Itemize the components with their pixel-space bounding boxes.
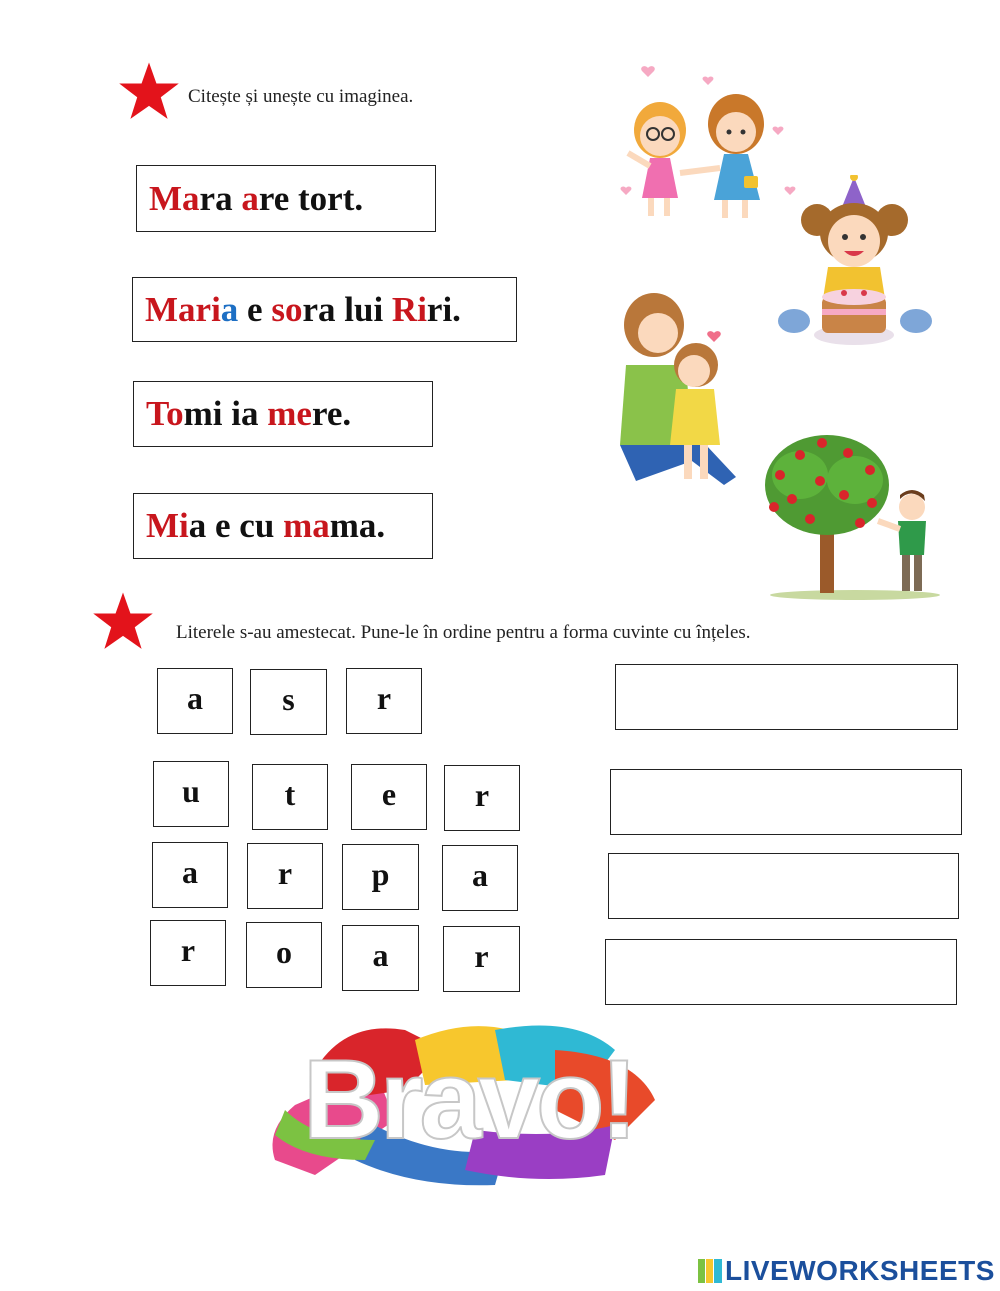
sentence-segment: ra lui: [302, 289, 392, 329]
star-icon: [118, 60, 180, 122]
letter-tile[interactable]: e: [351, 764, 427, 830]
mother-hugging-girl-illustration[interactable]: [596, 285, 754, 505]
sentence-segment: ri.: [426, 289, 461, 329]
sentence-segment: ra: [199, 178, 242, 218]
letter-tile[interactable]: a: [152, 842, 228, 908]
bravo-text: Bravo!: [303, 1037, 634, 1162]
sentence-segment: a: [241, 178, 259, 218]
answer-input-4[interactable]: [605, 939, 957, 1005]
sentence-segment: Mari: [145, 289, 221, 329]
answer-input-3[interactable]: [608, 853, 959, 919]
letter-tile[interactable]: p: [342, 844, 419, 910]
letter-tile[interactable]: r: [247, 843, 323, 909]
letter-tile[interactable]: r: [444, 765, 520, 831]
sentence-segment: Ma: [149, 178, 200, 218]
sentence-segment: a e cu: [188, 506, 284, 545]
sentence-card-3[interactable]: [133, 381, 433, 447]
liveworksheets-logo-icon: [697, 1258, 723, 1284]
bravo-badge: [255, 1010, 665, 1190]
exercise2-instruction: Literele s-au amestecat. Pune-le în ordine pentru a forma cuvinte cu înțeles.: [176, 622, 751, 643]
sentence-segment: so: [271, 289, 303, 329]
sentence-card-2[interactable]: [132, 277, 517, 342]
letter-tile[interactable]: t: [252, 764, 328, 830]
letter-tile[interactable]: r: [346, 668, 422, 734]
answer-input-1[interactable]: [615, 664, 958, 730]
sentence-segment: re.: [311, 394, 352, 433]
letter-tile[interactable]: o: [246, 922, 322, 988]
girl-with-birthday-cake-illustration[interactable]: [772, 175, 937, 355]
exercise1-instruction: Citește și unește cu imaginea.: [188, 86, 414, 107]
star-icon: [92, 590, 154, 652]
letter-tile[interactable]: r: [150, 920, 226, 986]
sentence-segment: me: [267, 394, 312, 433]
letter-tile[interactable]: s: [250, 669, 327, 735]
sentence-segment: Ri: [391, 289, 427, 329]
sentence-segment: a: [220, 289, 239, 329]
letter-tile[interactable]: a: [442, 845, 518, 911]
letter-tile[interactable]: r: [443, 926, 520, 992]
answer-input-2[interactable]: [610, 769, 962, 835]
sentence-card-1[interactable]: [136, 165, 436, 232]
letter-tile[interactable]: a: [342, 925, 419, 991]
liveworksheets-logo-text: LIVEWORKSHEETS: [725, 1255, 995, 1286]
sentence-segment: re tort.: [258, 178, 364, 218]
sentence-segment: ma: [283, 506, 330, 545]
boy-with-apple-tree-illustration[interactable]: [760, 425, 940, 600]
liveworksheets-logo[interactable]: [697, 1255, 995, 1287]
letter-tile[interactable]: a: [157, 668, 233, 734]
sentence-segment: ma.: [329, 506, 386, 545]
sentence-segment: Mi: [146, 506, 189, 545]
sentence-card-4[interactable]: [133, 493, 433, 559]
sentence-segment: e: [238, 289, 272, 329]
sentence-segment: To: [146, 394, 184, 433]
letter-tile[interactable]: u: [153, 761, 229, 827]
sentence-segment: mi ia: [183, 394, 268, 433]
